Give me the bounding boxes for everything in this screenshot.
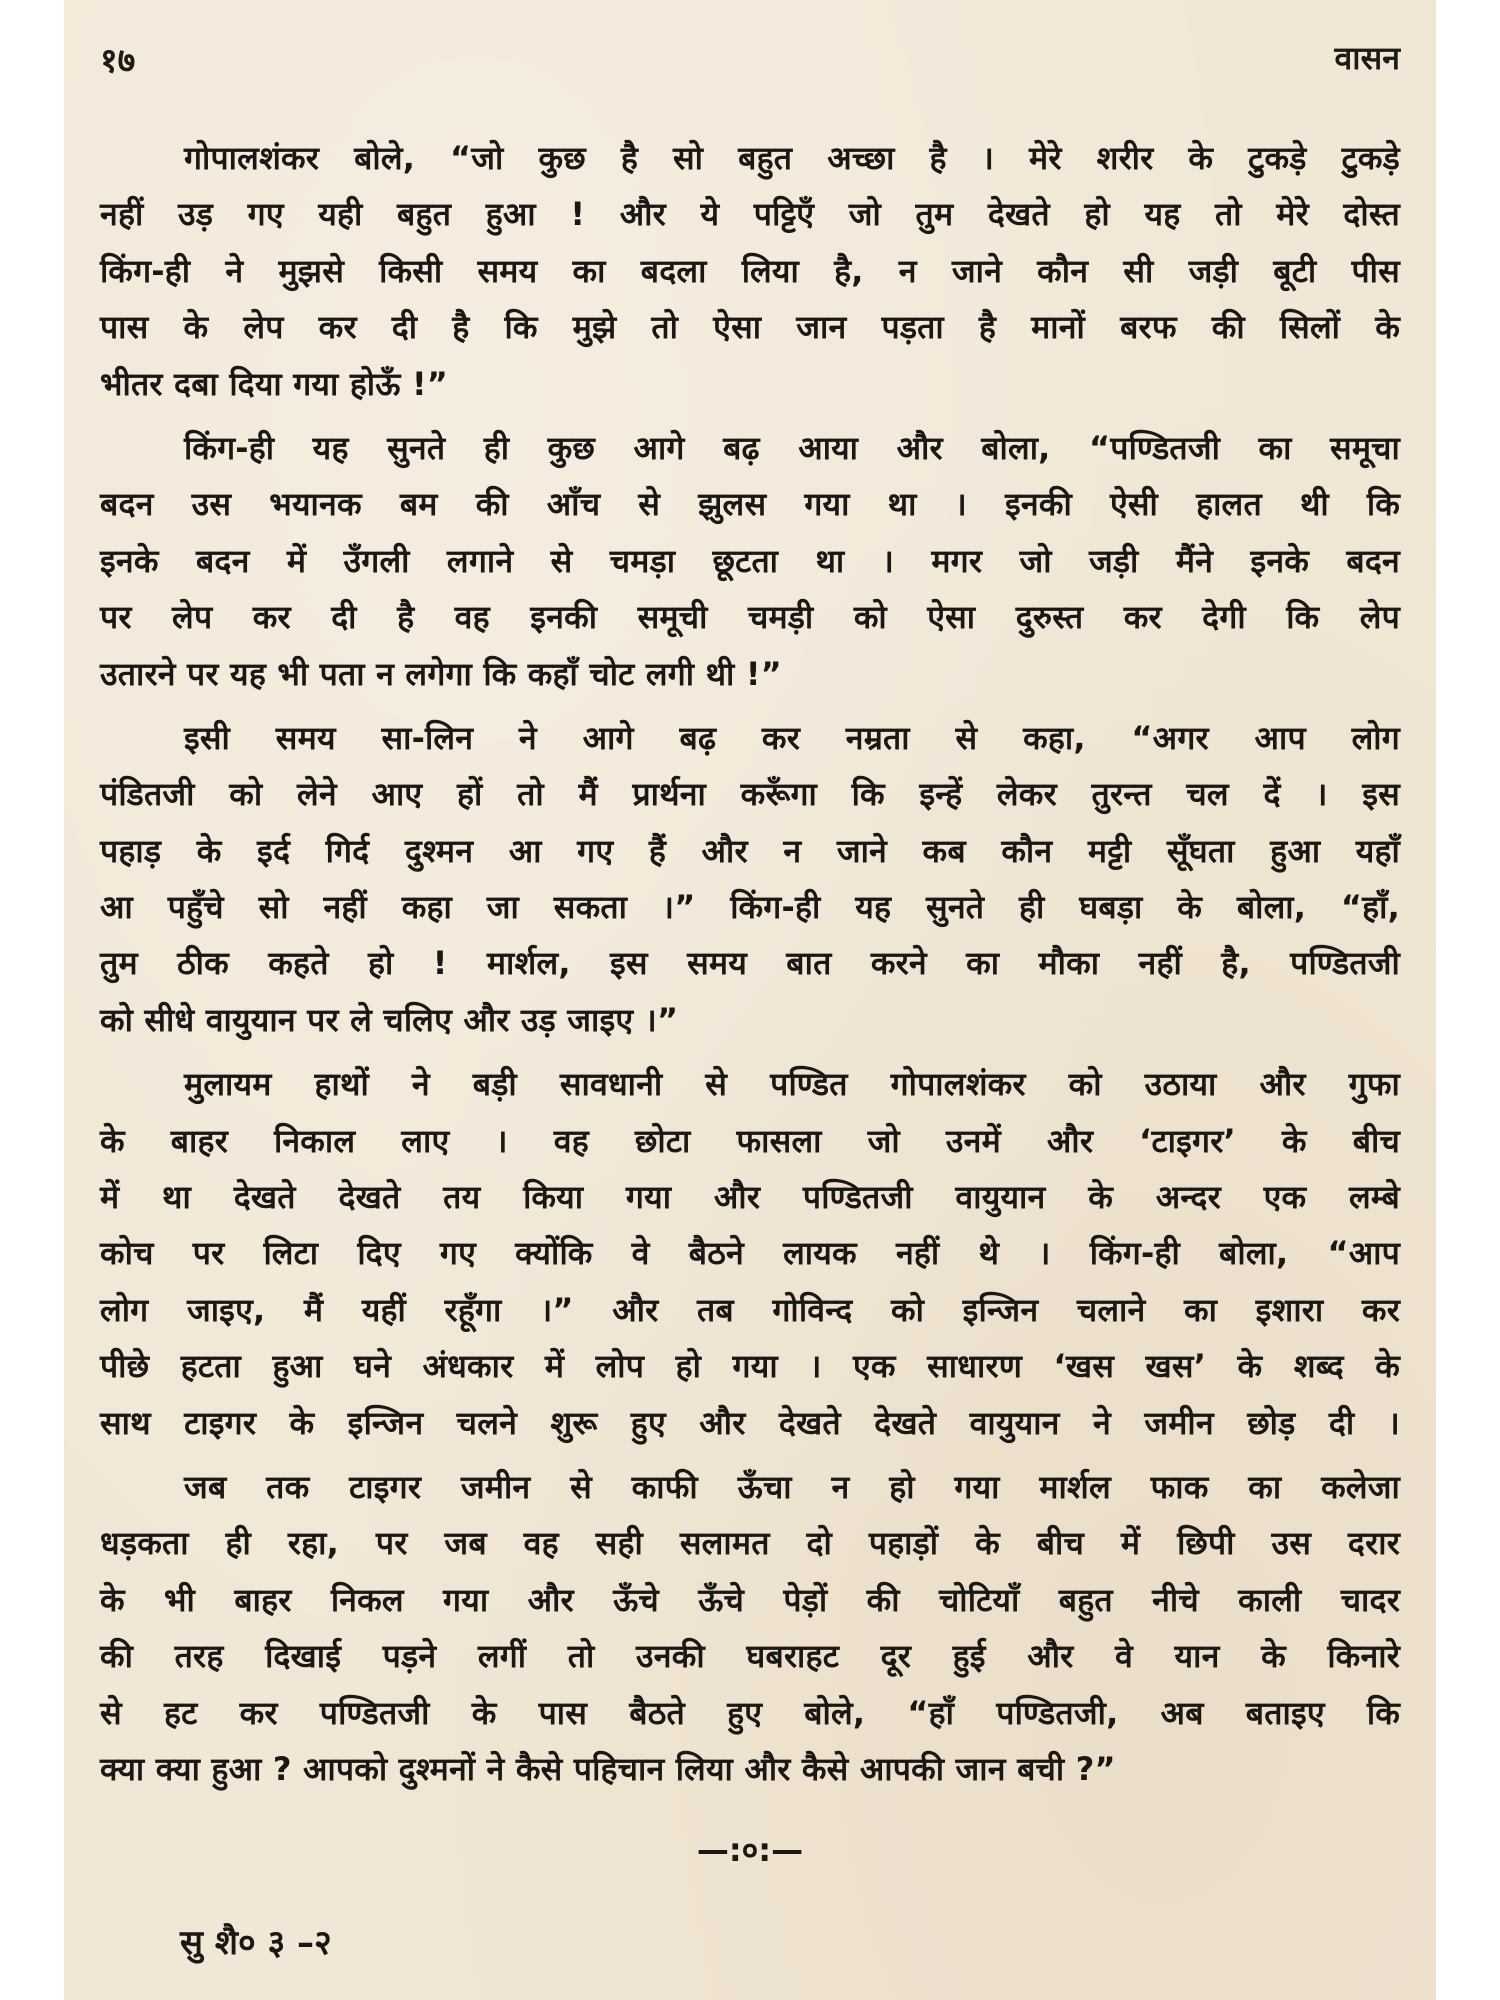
text-line: के बाहर निकाल लाए । वह छोटा फासला जो उनमें और ‘टाइगर’ के बीच [100,1121,1400,1160]
page-number: १७ [100,41,136,81]
paragraph [100,420,1400,702]
text-line: जब तक टाइगर जमीन से काफी ऊँचा न हो गया मार्शल फाक का कलेजा [184,1467,1400,1506]
text-line: भीतर दबा दिया गया होऊँ !” [100,364,448,403]
text-line: मुलायम हाथों ने बड़ी सावधानी से पण्डित गोपालशंकर को उठाया और गुफा [184,1065,1400,1104]
text-line: पहाड़ के इर्द गिर्द दुश्मन आ गए हैं और न जाने कब कौन मट्टी सूँघता हुआ यहाँ [100,831,1400,870]
paragraph [100,710,1400,1048]
text-line: किंग-ही ने मुझसे किसी समय का बदला लिया है, न जाने कौन सी जड़ी बूटी पीस [100,251,1400,290]
text-line: क्या क्या हुआ ? आपको दुश्मनों ने कैसे पहिचान लिया और कैसे आपकी जान बची ?” [100,1749,1116,1788]
text-line: धड़कता ही रहा, पर जब वह सही सलामत दो पहाड़ों के बीच में छिपी उस दरार [100,1524,1400,1563]
text-line: में था देखते देखते तय किया गया और पण्डितजी वायुयान के अन्दर एक लम्बे [100,1178,1400,1217]
text-line: के भी बाहर निकल गया और ऊँचे ऊँचे पेड़ों की चोटियाँ बहुत नीचे काली चादर [100,1580,1400,1619]
text-line: पंडितजी को लेने आए हों तो मैं प्रार्थना करूँगा कि इन्हें लेकर तुरन्त चल दें । इस [100,775,1400,814]
text-line: तुम ठीक कहते हो ! मार्शल, इस समय बात करने का मौका नहीं है, पण्डितजी [100,944,1400,983]
page-header [100,36,1400,86]
text-line: पीछे हटता हुआ घने अंधकार में लोप हो गया । एक साधारण ‘खस खस’ के शब्द के [100,1347,1400,1386]
text-line: उतारने पर यह भी पता न लगेगा कि कहाँ चोट लगी थी !” [100,654,782,693]
text-line: साथ टाइगर के इन्जिन चलने शुरू हुए और देखते देखते वायुयान ने जमीन छोड़ दी । [100,1403,1400,1442]
text-line: किंग-ही यह सुनते ही कुछ आगे बढ़ आया और बोला, “पण्डितजी का समूचा [184,428,1400,467]
text-line: गोपालशंकर बोले, “जो कुछ है सो बहुत अच्छा है । मेरे शरीर के टुकड़े टुकड़े [184,139,1400,177]
text-line: बदन उस भयानक बम की आँच से झुलस गया था । इनकी ऐसी हालत थी कि [100,485,1400,524]
text-line: पास के लेप कर दी है कि मुझे तो ऐसा जान पड़ता है मानों बरफ की सिलों के [100,308,1400,347]
text-line: से हट कर पण्डितजी के पास बैठते हुए बोले, “हाँ पण्डितजी, अब बताइए कि [100,1693,1400,1732]
body-text [100,130,1400,1805]
printer-signature-mark: सु शै० ३ –२ [180,1923,332,1963]
text-line: पर लेप कर दी है वह इनकी समूची चमड़ी को ऐसा दुरुस्त कर देगी कि लेप [100,598,1400,637]
text-line: कोच पर लिटा दिए गए क्योंकि वे बैठने लायक नहीं थे । किंग-ही बोला, “आप [100,1234,1400,1273]
text-line: इसी समय सा-लिन ने आगे बढ़ कर नम्रता से कहा, “अगर आप लोग [184,718,1400,757]
text-line: की तरह दिखाई पड़ने लगीं तो उनकी घबराहट दूर हुई और वे यान के किनारे [100,1637,1400,1676]
text-line: नहीं उड़ गए यही बहुत हुआ ! और ये पट्टिएँ जो तुम देखते हो यह तो मेरे दोस्त [100,195,1400,234]
paragraph [100,130,1400,412]
running-head: वासन [1334,39,1400,77]
text-line: को सीधे वायुयान पर ले चलिए और उड़ जाइए ।” [100,1000,679,1039]
text-line: इनके बदन में उँगली लगाने से चमड़ा छूटता था । मगर जो जड़ी मैंने इनके बदन [100,541,1400,580]
text-line: लोग जाइए, मैं यहीं रहूँगा ।” और तब गोविन्द को इन्जिन चलाने का इशारा कर [100,1290,1400,1329]
paragraph [100,1056,1400,1451]
paragraph [100,1459,1400,1797]
text-line: आ पहुँचे सो नहीं कहा जा सकता ।” किंग-ही यह सुनते ही घबड़ा के बोला, “हाँ, [100,888,1400,927]
section-separator: —:०:— [696,1831,804,1869]
